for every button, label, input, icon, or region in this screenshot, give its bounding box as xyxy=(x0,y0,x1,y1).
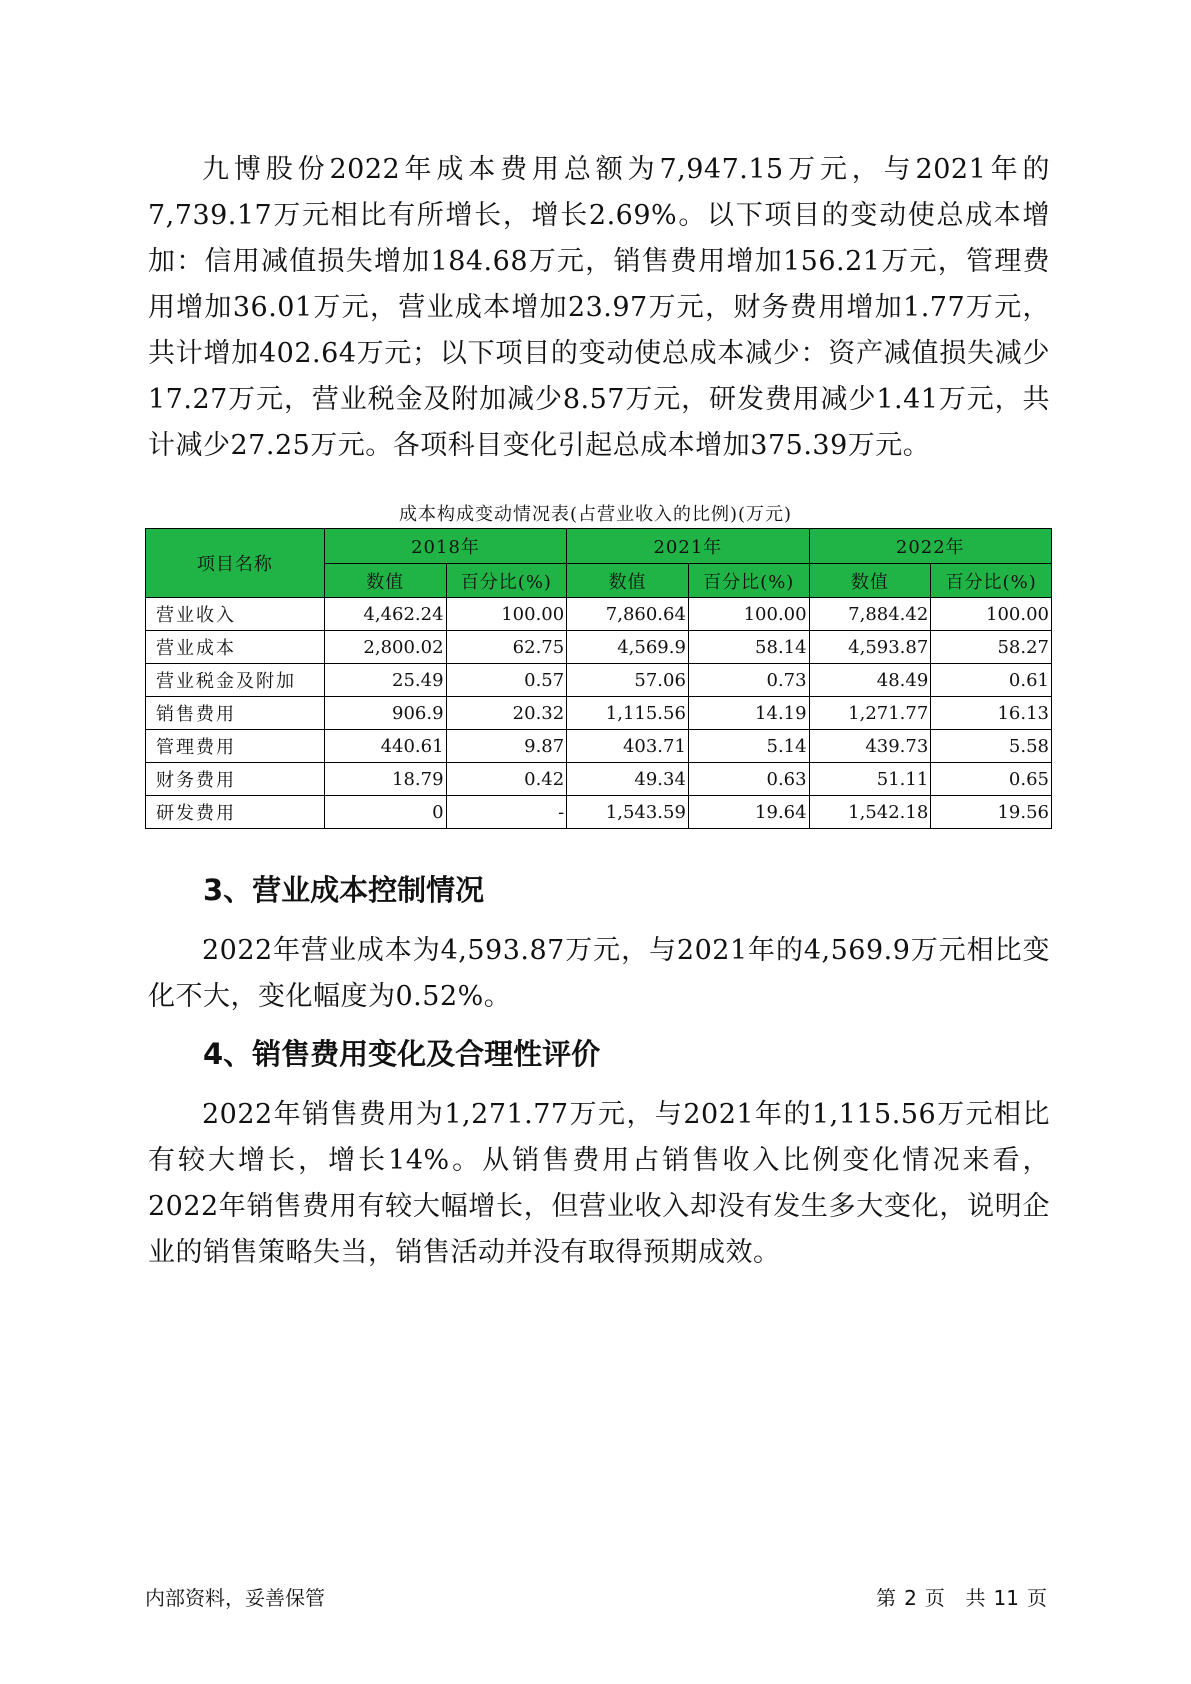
cell: 0.57 xyxy=(446,664,567,697)
cell: 58.14 xyxy=(688,631,809,664)
table-row xyxy=(146,598,1052,631)
cell: 51.11 xyxy=(809,763,931,796)
cell: 1,115.56 xyxy=(567,697,689,730)
cell: 4,593.87 xyxy=(809,631,931,664)
cell: 2,800.02 xyxy=(324,631,446,664)
cell: 0.63 xyxy=(688,763,809,796)
header-percent: 百分比(%) xyxy=(446,564,567,598)
header-year-2021: 2021年 xyxy=(567,529,809,564)
page-number: 2 xyxy=(904,1586,917,1610)
cell: 4,462.24 xyxy=(324,598,446,631)
header-year-2022: 2022年 xyxy=(809,529,1051,564)
cell: 0 xyxy=(324,796,446,829)
table-caption: 成本构成变动情况表(占营业收入的比例)(万元) xyxy=(398,504,793,525)
cell: 9.87 xyxy=(446,730,567,763)
section-heading-operating-cost: 3、营业成本控制情况 xyxy=(203,873,485,907)
cell: 439.73 xyxy=(809,730,931,763)
row-name: 营业成本 xyxy=(146,631,325,664)
row-name: 研发费用 xyxy=(146,796,325,829)
table-row xyxy=(146,697,1052,730)
cell: 403.71 xyxy=(567,730,689,763)
cell: 19.56 xyxy=(931,796,1052,829)
row-name: 财务费用 xyxy=(146,763,325,796)
cell: 1,543.59 xyxy=(567,796,689,829)
cell: 4,569.9 xyxy=(567,631,689,664)
table-row xyxy=(146,763,1052,796)
paragraph-cost-summary: 九博股份2022年成本费用总额为7,947.15万元，与2021年的7,739.17万元相比有所增长，增长2.69%。以下项目的变动使总成本增加：信用减值损失增加184.68万元，销售费用增加156.21万元，管理费用增加36.01万元，营业成本增加23.97万元，财务费用增加1.77万元，共计增加402.64万元；以下项目的变动使总成本减少：资产减值损失减少17.27万元，营业税金及附加减少8.57万元，研发费用减少1.41万元，共计减少27.25万元。各项科目变化引起总成本增加375.39万元。 xyxy=(148,154,1050,461)
cell: - xyxy=(446,796,567,829)
cell: 20.32 xyxy=(446,697,567,730)
cell: 440.61 xyxy=(324,730,446,763)
cell: 16.13 xyxy=(931,697,1052,730)
header-value: 数值 xyxy=(324,564,446,598)
total-pages: 11 xyxy=(993,1586,1019,1610)
cell: 7,884.42 xyxy=(809,598,931,631)
paragraph-sales-expense: 2022年销售费用为1,271.77万元，与2021年的1,115.56万元相比有较大增长，增长14%。从销售费用占销售收入比例变化情况来看，2022年销售费用有较大幅增长，但营业收入却没有发生多大变化，说明企业的销售策略失当，销售活动并没有取得预期成效。 xyxy=(148,1099,1050,1268)
cell: 1,542.18 xyxy=(809,796,931,829)
cell: 19.64 xyxy=(688,796,809,829)
table-row xyxy=(146,631,1052,664)
page-suffix: 页 xyxy=(924,1586,945,1610)
cell: 25.49 xyxy=(324,664,446,697)
cost-composition-table xyxy=(145,528,1052,829)
cell: 5.58 xyxy=(931,730,1052,763)
row-name: 营业收入 xyxy=(146,598,325,631)
cell: 1,271.77 xyxy=(809,697,931,730)
table-row xyxy=(146,664,1052,697)
total-suffix: 页 xyxy=(1027,1586,1047,1610)
section-heading-sales-expense: 4、销售费用变化及合理性评价 xyxy=(203,1037,601,1071)
cell: 0.42 xyxy=(446,763,567,796)
table-row xyxy=(146,796,1052,829)
cell: 100.00 xyxy=(931,598,1052,631)
paragraph-operating-cost: 2022年营业成本为4,593.87万元，与2021年的4,569.9万元相比变化不大，变化幅度为0.52%。 xyxy=(148,935,1050,1012)
cell: 14.19 xyxy=(688,697,809,730)
row-name: 管理费用 xyxy=(146,730,325,763)
cell: 0.61 xyxy=(931,664,1052,697)
cell: 49.34 xyxy=(567,763,689,796)
header-value: 数值 xyxy=(567,564,689,598)
cell: 100.00 xyxy=(446,598,567,631)
header-year-2018: 2018年 xyxy=(324,529,566,564)
cell: 906.9 xyxy=(324,697,446,730)
header-percent: 百分比(%) xyxy=(931,564,1052,598)
cell: 58.27 xyxy=(931,631,1052,664)
cell: 7,860.64 xyxy=(567,598,689,631)
header-item-name: 项目名称 xyxy=(146,529,325,598)
cell: 57.06 xyxy=(567,664,689,697)
cell: 100.00 xyxy=(688,598,809,631)
cell: 18.79 xyxy=(324,763,446,796)
row-name: 营业税金及附加 xyxy=(146,664,325,697)
cell: 62.75 xyxy=(446,631,567,664)
header-percent: 百分比(%) xyxy=(688,564,809,598)
row-name: 销售费用 xyxy=(146,697,325,730)
total-prefix: 共 xyxy=(965,1586,986,1610)
cell: 5.14 xyxy=(688,730,809,763)
cell: 48.49 xyxy=(809,664,931,697)
footer-confidential-note: 内部资料，妥善保管 xyxy=(145,1586,325,1610)
footer-page-indicator xyxy=(872,1582,1051,1611)
page-prefix: 第 xyxy=(876,1586,897,1610)
table-header-row-years xyxy=(146,529,1052,564)
header-value: 数值 xyxy=(809,564,931,598)
cell: 0.73 xyxy=(688,664,809,697)
cell: 0.65 xyxy=(931,763,1052,796)
table-row xyxy=(146,730,1052,763)
